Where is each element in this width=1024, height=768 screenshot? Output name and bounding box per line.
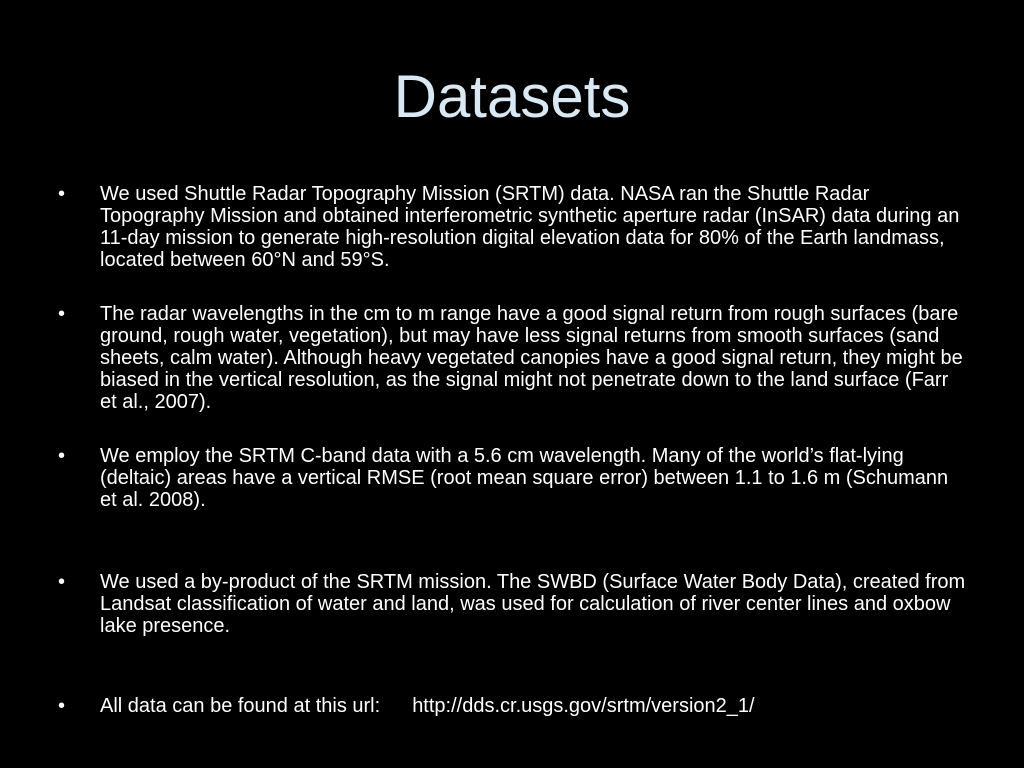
dataset-url: http://dds.cr.usgs.gov/srtm/version2_1/ [412, 695, 755, 717]
bullet-text: We used Shuttle Radar Topography Mission (SRTM) data. NASA ran the Shuttle Radar Topography Mission and obtained interferometric synthetic aperture radar (InSAR) data during an 11-day mission to generate high-resolution digital elevation data for 80% of the Earth landmass, located between 60°N and 59°S. [100, 183, 960, 271]
bullet-dot: • [58, 571, 66, 593]
bullet-dot: • [58, 695, 66, 717]
bullet-text: We employ the SRTM C-band data with a 5.6 cm wavelength. Many of the world’s flat-lying (deltaic) areas have a vertical RMSE (root mean square error) between 1.1 to 1.6 m (Schumann et al. 2008). [100, 445, 949, 511]
bullet-dot: • [58, 445, 66, 467]
url-intro-text: All data can be found at this url: [100, 695, 381, 717]
bullet-dot: • [58, 183, 66, 205]
slide-title: Datasets [393, 63, 631, 130]
bullet-dot: • [58, 303, 66, 325]
bullet-text [100, 695, 966, 717]
bullet-text: The radar wavelengths in the cm to m range have a good signal return from rough surfaces (bare ground, rough water, vegetation), but may have less signal returns from smooth surfaces (sand sheets, calm water). Although heavy vegetated canopies have a good signal return, they might be biased in the vertical resolution, as the signal might not penetrate down to the land surface (Farr et al., 2007). [100, 303, 963, 413]
bullet-text: We used a by-product of the SRTM mission. The SWBD (Surface Water Body Data), created from Landsat classification of water and land, was used for calculation of river center lines and oxbow lake presence. [100, 571, 966, 637]
